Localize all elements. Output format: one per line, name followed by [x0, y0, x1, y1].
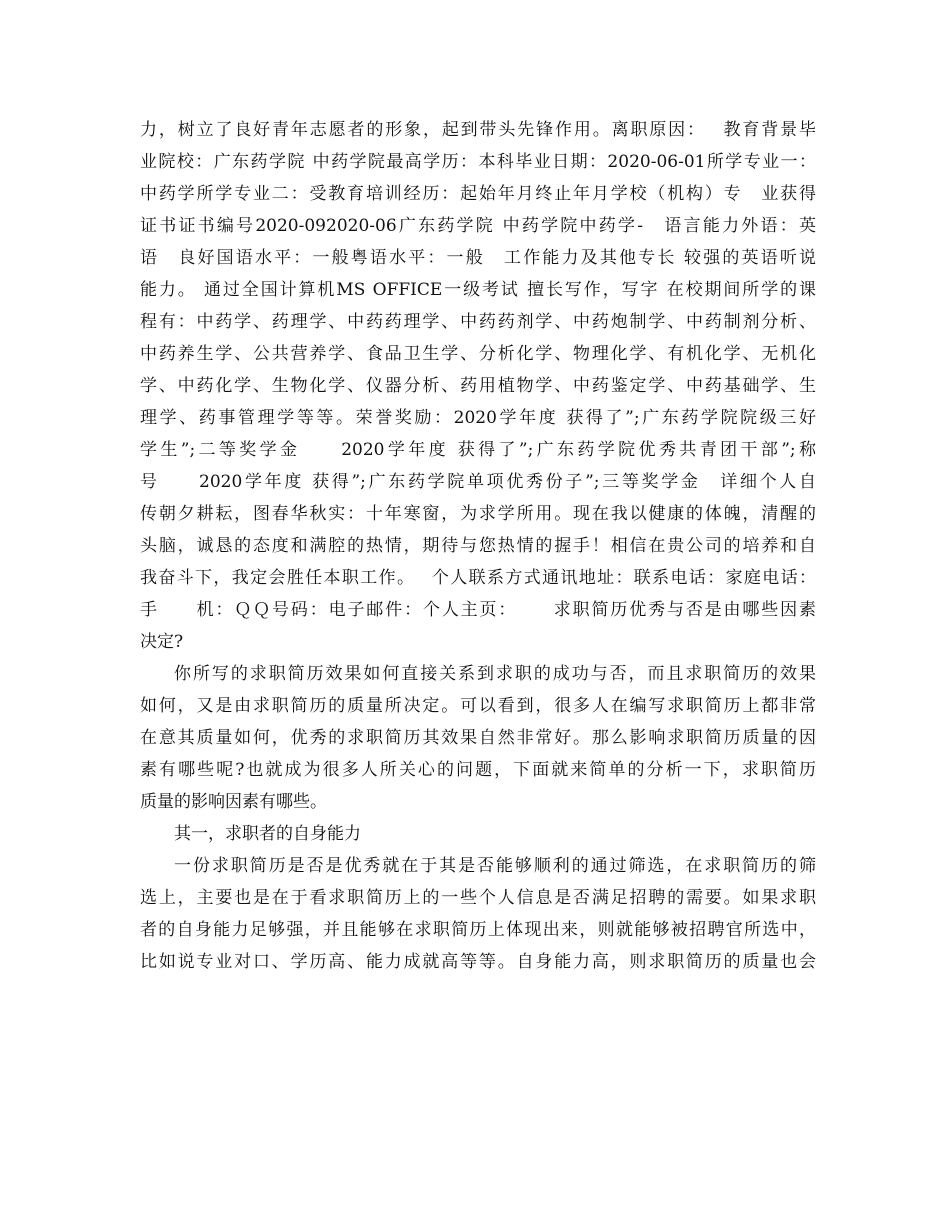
text-line: 学、中药化学、生物化学、仪器分析、药用植物学、中药鉴定学、中药基础学、生 [140, 376, 816, 396]
text-line: 头脑，诚恳的态度和满腔的热情，期待与您热情的握手！相信在贵公司的培养和自 [140, 536, 816, 556]
text-line: 中药学所学专业二：受教育培训经历：起始年月终止年月学校（机构）专 业获得 [140, 184, 816, 204]
text-line: 中药养生学、公共营养学、食品卫生学、分析化学、物理化学、有机化学、无机化 [140, 344, 816, 364]
text-line: 手 机：ＱＱ号码：电子邮件：个人主页： 求职简历优秀与否是由哪些因素 [140, 600, 816, 620]
text-line: 程有：中药学、药理学、中药药理学、中药药剂学、中药炮制学、中药制剂分析、 [140, 312, 816, 332]
text-line: 在意其质量如何，优秀的求职简历其效果自然非常好。那么影响求职简历质量的因 [140, 728, 816, 748]
text-line: 一份求职简历是否是优秀就在于其是否能够顺利的通过筛选，在求职简历的筛 [174, 856, 816, 876]
text-line: 力，树立了良好青年志愿者的形象，起到带头先锋作用。离职原因： 教育背景毕 [140, 120, 816, 140]
text-line: 我奋斗下，我定会胜任本职工作。 个人联系方式通讯地址：联系电话：家庭电话： [140, 568, 816, 588]
text-line: 证书证书编号2020-092020-06广东药学院 中药学院中药学- 语言能力外语：英 [140, 216, 816, 236]
document-body [140, 114, 816, 978]
text-line: 语 良好国语水平：一般粤语水平：一般 工作能力及其他专长 较强的英语听说 [140, 248, 816, 268]
text-line: 比如说专业对口、学历高、能力成就高等等。自身能力高，则求职简历的质量也会 [140, 952, 816, 972]
text-line: 者的自身能力足够强，并且能够在求职简历上体现出来，则就能够被招聘官所选中， [140, 920, 816, 940]
text-line: 业院校：广东药学院 中药学院最高学历：本科毕业日期：2020-06-01所学专业一： [140, 152, 816, 172]
text-line: 学生”;二等奖学金 2020学年度 获得了”;广东药学院优秀共青团干部”;称 [140, 440, 816, 460]
text-line: 决定? [140, 632, 184, 652]
text-line: 素有哪些呢?也就成为很多人所关心的问题，下面就来简单的分析一下，求职简历 [140, 760, 816, 780]
text-line: 质量的影响因素有哪些。 [140, 792, 327, 812]
text-line: 其一，求职者的自身能力 [174, 824, 361, 844]
text-line: 你所写的求职简历效果如何直接关系到求职的成功与否，而且求职简历的效果 [174, 664, 816, 684]
text-line: 传朝夕耕耘，图春华秋实：十年寒窗，为求学所用。现在我以健康的体魄，清醒的 [140, 504, 816, 524]
text-line: 能力。 通过全国计算机MS OFFICE一级考试 擅长写作，写字 在校期间所学的课 [140, 280, 816, 300]
text-line: 选上，主要也是在于看求职简历上的一些个人信息是否满足招聘的需要。如果求职 [140, 888, 816, 908]
text-line: 号 2020学年度 获得”;广东药学院单项优秀份子”;三等奖学金 详细个人自 [140, 472, 816, 492]
text-line: 理学、药事管理学等等。荣誉奖励：2020学年度 获得了”;广东药学院院级三好 [140, 408, 816, 428]
text-line: 如何，又是由求职简历的质量所决定。可以看到，很多人在编写求职简历上都非常 [140, 696, 816, 716]
